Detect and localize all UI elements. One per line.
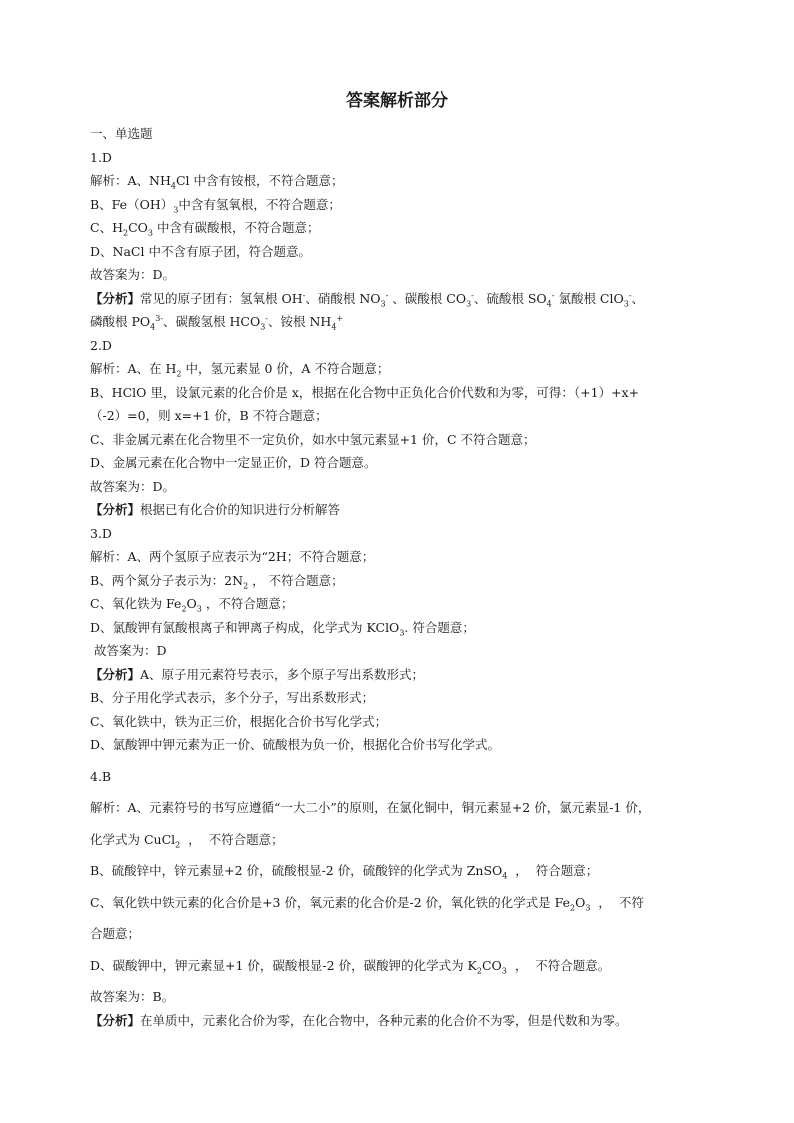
- q4-answer-number: 4.B: [90, 768, 112, 784]
- analysis-tag: 【分析】: [90, 290, 141, 306]
- q2-explain-b-cont: （-2）=0，则 x=+1 价，B 不符合题意；: [90, 408, 328, 423]
- q2-explain-c: C、非金属元素在化合物里不一定负价，如水中氢元素显+1 价，C 不符合题意；: [90, 431, 536, 447]
- q1-answer-number: 1.D: [90, 149, 112, 165]
- q3-final-answer: 故答案为：D: [90, 643, 167, 658]
- q2-analysis: 【分析】根据已有化合价的知识进行分析解答: [90, 502, 341, 517]
- q3-analysis-b: B、分子用化学式表示，多个分子，写出系数形式；: [90, 690, 375, 705]
- q1-analysis: 【分析】常见的原子团有：氢氧根 OH-、硝酸根 $NO_3^-$ 、碳酸根 $CO_3^-$、硫酸根 $SO_4^-$ 氯酸根 ClO$_3$-、: [90, 290, 645, 308]
- q3-explain-b: B、两个氮分子表示为：$2N_2$ ， 不符合题意；: [90, 572, 344, 590]
- q1-analysis-cont: 磷酸根 $PO_4^{3-}$、碳酸氢根 $HCO_3^-$、铵根 $NH_4^+$: [90, 313, 344, 332]
- q3-analysis: 【分析】A、原子用元素符号表示，多个原子写出系数形式；: [90, 666, 425, 682]
- q3-analysis-d: D、氯酸钾中钾元素为正一价、硫酸根为负一价，根据化合价书写化学式。: [90, 737, 501, 752]
- q4-analysis: 【分析】在单质中，元素化合价为零，在化合物中，各种元素的化合价不为零，但是代数和为零。: [90, 1012, 628, 1028]
- q2-final-answer: 故答案为：D。: [90, 478, 176, 494]
- q3-explain-a: 解析：A、两个氢原子应表示为“2H；不符合题意；: [90, 549, 375, 564]
- section-heading: 一、单选题: [90, 126, 153, 141]
- q4-explain-c: C、氧化铁中铁元素的化合价是+3 价，氧元素的化合价是-2 价，氧化铁的化学式是 $Fe_2O_3$ ， 不符: [90, 894, 644, 912]
- q1-explain-d: D、NaCl 中不含有原子团，符合题意。: [90, 243, 311, 259]
- q1-explain-a: 解析：A、$NH_4Cl$ 中含有铵根，不符合题意；: [90, 173, 344, 191]
- q3-explain-c: C、氧化铁为 $Fe_2O_3$ ，不符合题意；: [90, 596, 294, 614]
- q1-explain-b: B、$Fe(OH)_3$中含有氢氧根，不符合题意；: [90, 196, 341, 214]
- q4-explain-c-cont: 合题意；: [90, 926, 141, 941]
- q2-answer-number: 2.D: [90, 337, 112, 353]
- q4-explain-d: D、碳酸钾中，钾元素显+1 价，碳酸根显-2 价，碳酸钾的化学式为 $K_2CO_3$ ， 不符合题意。: [90, 957, 611, 975]
- analysis-tag: 【分析】: [90, 502, 141, 517]
- q2-explain-a: 解析：A、在 $H_2$ 中，氢元素显 0 价，A 不符合题意；: [90, 361, 390, 379]
- analysis-tag: 【分析】: [90, 1012, 141, 1028]
- page-title: 答案解析部分: [346, 91, 448, 111]
- q4-final-answer: 故答案为：B。: [90, 989, 175, 1004]
- q2-explain-b: B、HClO 里，设氯元素的化合价是 x，根据在化合物中正负化合价代数和为零，可得：（+1）+x+: [90, 384, 640, 400]
- q2-explain-d: D、金属元素在化合物中一定显正价，D 符合题意。: [90, 455, 377, 470]
- q4-explain-a-cont: 化学式为 CuCl$_2$ ， 不符合题意；: [90, 831, 284, 849]
- q3-explain-d: D、氯酸钾有氯酸根离子和钾离子构成，化学式为 KClO$_3$. 符合题意；: [90, 619, 475, 637]
- q4-explain-a: 解析：A、元素符号的书写应遵循“一大二小”的原则，在氯化铜中，铜元素显+2 价，氯元素显-1 价，: [90, 800, 651, 815]
- q3-answer-number: 3.D: [90, 525, 112, 541]
- q1-final-answer: 故答案为：D。: [90, 267, 176, 282]
- q3-analysis-c: C、氧化铁中，铁为正三价，根据化合价书写化学式；: [90, 713, 388, 729]
- answer-content: [90, 122, 710, 1032]
- q4-explain-b: B、硫酸锌中，锌元素显+2 价，硫酸根显-2 价，硫酸锌的化学式为 ZnSO$_4$ ， 符合题意；: [90, 863, 599, 881]
- q1-explain-c: C、$H_2CO_3$ 中含有碳酸根，不符合题意；: [90, 220, 320, 238]
- analysis-tag: 【分析】: [90, 666, 141, 682]
